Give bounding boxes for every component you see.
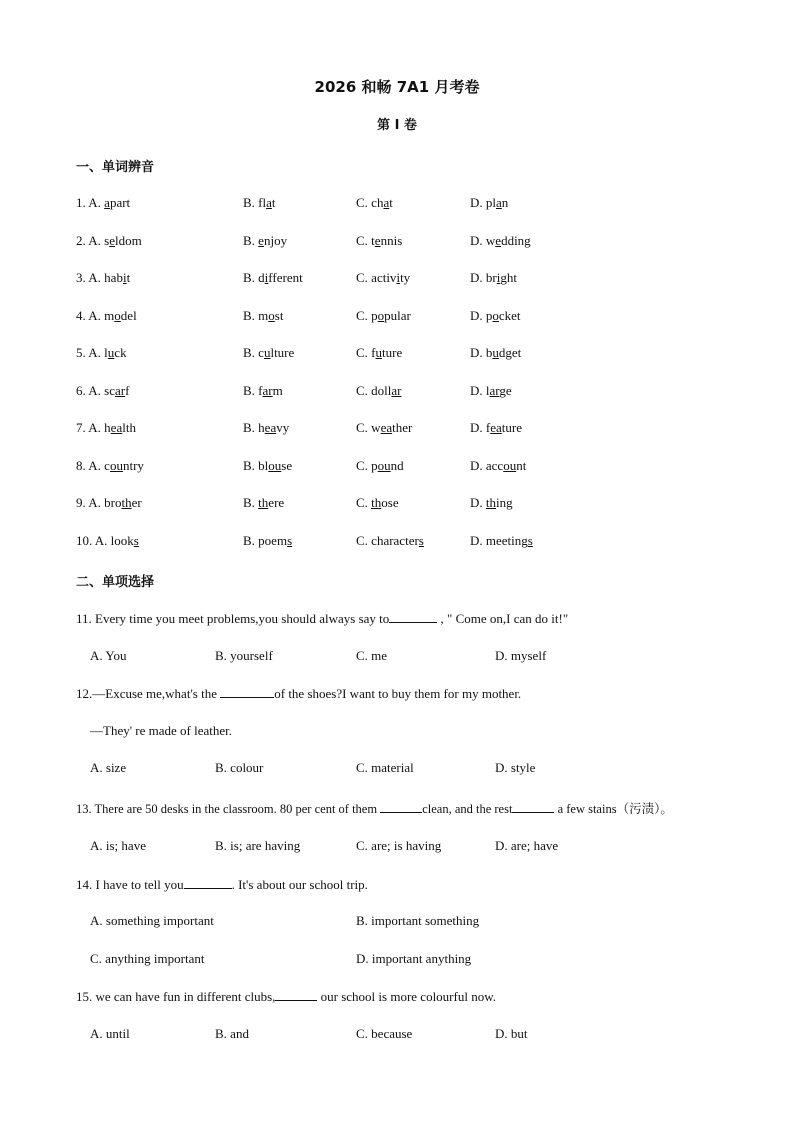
underlined-letters: th [121,495,132,510]
option-b [243,270,303,286]
word-part: er [131,495,142,510]
word-part: d [258,270,265,285]
word-part: bro [104,495,122,510]
word-part: sc [104,382,116,398]
underlined-letters: u [107,345,115,360]
word-part: meeting [485,532,528,548]
pronunciation-row [0,495,794,515]
underlined-letters: e [109,232,116,248]
pronunciation-row [0,533,794,553]
option-d [470,533,533,549]
question-number: 8. A. [76,457,101,473]
underlined-letters: ar [262,382,273,398]
option-d: D. myself [495,648,547,663]
word-part: ch [371,195,384,210]
underlined-letters: a [496,195,502,210]
word-part: lture [270,345,295,360]
option-b: B. colour [215,760,264,775]
underlined-letters: a [266,195,272,210]
question-12 [76,685,521,702]
option-c [356,495,399,511]
word-part: m [272,382,283,398]
option-b: B. important something [356,913,480,928]
question-number: 10. A. [76,532,108,548]
option-d [470,458,526,474]
word-part: dget [498,345,522,360]
option-b [243,345,294,361]
underlined-letters: e [495,232,502,248]
word-part: nd [390,457,404,473]
word-part: f [125,382,130,398]
question-text: 15. we can have fun in different clubs, [76,989,276,1004]
pronunciation-row [0,195,794,215]
word-part: br [485,270,497,285]
underlined-letters: ea [264,420,277,435]
options-row-14b [0,951,794,971]
answer-blank [220,685,274,698]
pronunciation-row [0,233,794,253]
option-letter: B. [243,457,255,473]
word-part: njoy [263,232,288,248]
underlined-letters: u [492,345,499,360]
question-text: 14. I have to tell you [76,877,184,892]
option-c: C. me [356,648,388,663]
question-text: , " Come on,I can do it!" [437,611,569,626]
option-c: C. material [356,760,414,775]
option-d: D. but [495,1026,528,1041]
word-part: f [485,420,491,435]
underlined-letters: th [485,495,497,510]
word-part: l [104,345,108,360]
answer-blank [389,610,437,623]
word-part: fl [258,195,267,210]
word-part: dding [501,232,531,248]
word-part: activ [371,270,397,285]
word-part: ing [496,495,513,510]
question-text: 13. There are 50 desks in the classroom. 80 per cent of them [76,802,381,816]
options-row-12 [0,760,794,780]
option-a [76,270,130,286]
word-part: p [371,307,378,323]
answer-blank [184,876,232,889]
underlined-letters: s [418,532,424,548]
underlined-letters: s [287,532,293,548]
option-b: B. yourself [215,648,273,663]
question-text: . It's about our school trip. [231,877,368,892]
option-letter: D. [470,307,483,323]
option-a: A. is; have [90,838,146,853]
question-text: 11. Every time you meet problems,you should always say to [76,611,390,626]
options-row-13 [0,838,794,858]
option-c [356,233,402,249]
option-a: A. something important [90,913,214,928]
underlined-letters: u [375,345,383,360]
word-part: p [485,307,493,323]
option-letter: D. [470,345,483,360]
underlined-letters: ea [380,420,393,435]
underlined-letters: a [104,195,110,210]
underlined-letters: ou [268,457,282,473]
option-letter: C. [356,307,368,323]
underlined-letters: ou [109,457,123,473]
option-c [356,533,424,549]
option-b [243,458,292,474]
option-a [76,458,144,474]
word-part: ck [114,345,127,360]
underlined-letters: ar [115,382,126,398]
word-part: ose [381,495,399,510]
option-d [470,383,512,399]
option-b [243,233,287,249]
options-row-11 [0,648,794,668]
option-c: C. because [356,1026,413,1041]
word-part: t [271,195,276,210]
pronunciation-row [0,420,794,440]
word-part: h [258,420,265,435]
word-part: character [371,532,419,548]
underlined-letters: ea [110,420,123,435]
option-a [76,195,130,211]
option-letter: C. [356,495,368,510]
question-text: of the shoes?I want to buy them for my mother. [274,686,522,701]
option-d [470,308,521,324]
option-a [76,495,142,511]
option-letter: B. [243,195,255,210]
option-d [470,345,521,361]
option-c [356,270,410,286]
option-a [76,308,137,324]
option-c [356,458,404,474]
underlined-letters: ar [489,382,500,398]
section-heading-pronunciation: 一、单词辨音 [76,160,155,175]
word-part: w [371,420,381,435]
answer-blank [512,800,554,813]
options-row-14a [0,913,794,933]
word-part: n [501,195,509,210]
underlined-letters: ou [503,457,517,473]
word-part: ture [382,345,403,360]
underlined-letters: th [258,495,269,510]
question-12-reply: —They' re made of leather. [90,723,233,738]
option-letter: C. [356,532,368,548]
option-a [76,420,136,436]
option-letter: C. [356,345,368,360]
word-part: h [104,420,111,435]
option-a [76,345,127,361]
underlined-letters: a [383,195,390,210]
option-letter: B. [243,232,255,248]
option-letter: D. [470,195,483,210]
question-number: 6. A. [76,382,101,398]
option-d [470,495,513,511]
question-11 [76,610,568,627]
question-number: 3. A. [76,270,101,285]
word-part: ere [268,495,285,510]
question-number: 7. A. [76,420,101,435]
word-part: nnis [380,232,403,248]
option-letter: B. [243,495,255,510]
word-part: ntry [122,457,144,473]
option-b [243,383,283,399]
option-c: C. are; is having [356,838,442,853]
option-a: A. size [90,760,127,775]
question-14 [76,876,368,893]
option-d: D. are; have [495,838,559,853]
option-letter: C. [356,232,368,248]
word-part: lth [122,420,136,435]
option-letter: B. [243,532,255,548]
option-letter: D. [470,457,483,473]
underlined-letters: ea [490,420,502,435]
pronunciation-row [0,308,794,328]
word-part: m [104,307,115,323]
word-part: cket [498,307,521,323]
word-part: fferent [268,270,303,285]
pronunciation-row [0,383,794,403]
option-letter: C. [356,270,368,285]
option-b [243,195,276,211]
word-part: hab [104,270,123,285]
word-part: ty [400,270,411,285]
option-c [356,420,412,436]
option-d [470,270,517,286]
answer-blank [275,988,317,1001]
word-part: f [258,382,263,398]
underlined-letters: o [377,307,385,323]
question-text: our school is more colourful now. [317,989,496,1004]
option-d [470,420,522,436]
option-a [76,383,129,399]
option-b [243,533,292,549]
question-number: 5. A. [76,345,101,360]
option-letter: C. [356,420,368,435]
question-text: 12.—Excuse me,what's the [76,686,221,701]
underlined-letters: i [122,270,127,285]
word-part: part [109,195,131,210]
option-a: A. until [90,1026,130,1041]
pronunciation-row [0,458,794,478]
word-part: c [258,345,264,360]
word-part: del [120,307,137,323]
underlined-letters: i [264,270,269,285]
option-letter: D. [470,420,483,435]
word-part: t [126,270,131,285]
word-part: pl [485,195,497,210]
option-b: B. and [215,1026,249,1041]
pronunciation-row [0,345,794,365]
underlined-letters: i [496,270,501,285]
word-part: nt [516,457,527,473]
option-c [356,383,402,399]
word-part: vy [276,420,290,435]
exam-title: 2026 和畅 7A1 月考卷 [314,78,480,96]
question-number: 9. A. [76,495,101,510]
word-part: ther [392,420,413,435]
word-part: t [371,232,375,248]
option-letter: D. [470,532,483,548]
option-d [470,233,531,249]
word-part: se [281,457,293,473]
word-part: ge [499,382,512,398]
word-part: f [371,345,376,360]
question-13 [76,799,673,817]
word-part: p [371,457,378,473]
word-part: st [274,307,284,323]
question-text: clean, and the rest [422,802,513,816]
option-letter: D. [470,270,483,285]
option-letter: D. [470,232,483,248]
word-part: poem [258,532,288,548]
option-letter: C. [356,195,368,210]
options-row-15 [0,1026,794,1046]
underlined-letters: o [114,307,121,323]
underlined-letters: s [133,532,139,548]
option-letter: C. [356,382,368,398]
option-a [76,533,139,549]
underlined-letters: e [374,232,381,248]
word-part: ldom [115,232,142,248]
option-b [243,495,284,511]
underlined-letters: ar [391,382,402,398]
option-letter: B. [243,307,255,323]
word-part: look [110,532,134,548]
section-heading-single-choice: 二、单项选择 [76,575,155,590]
underlined-letters: i [396,270,401,285]
word-part: ght [500,270,517,285]
option-letter: D. [470,382,483,398]
question-number: 2. A. [76,232,101,248]
option-a [76,233,142,249]
option-letter: B. [243,270,255,285]
word-part: b [485,345,493,360]
pronunciation-row [0,270,794,290]
word-part: l [485,382,490,398]
underlined-letters: th [371,495,382,510]
option-c [356,345,402,361]
underlined-letters: o [268,307,275,323]
option-c [356,308,411,324]
word-part: s [104,232,110,248]
underlined-letters: ou [377,457,391,473]
question-number: 1. A. [76,195,101,210]
exam-subtitle: 第 I 卷 [377,118,417,133]
option-letter: B. [243,345,255,360]
option-letter: C. [356,457,368,473]
answer-blank [380,800,422,813]
underlined-letters: e [258,232,264,248]
word-part: bl [258,457,269,473]
option-d: D. style [495,760,536,775]
option-b [243,308,283,324]
underlined-letters: s [527,532,533,548]
option-d: D. important anything [356,951,472,966]
option-c [356,195,393,211]
word-part: m [258,307,269,323]
option-a: A. You [90,648,127,663]
word-part: doll [371,382,392,398]
option-letter: B. [243,382,255,398]
word-part: c [104,457,110,473]
question-15 [76,988,496,1005]
option-letter: B. [243,420,255,435]
option-b: B. is; are having [215,838,301,853]
option-letter: D. [470,495,483,510]
option-b [243,420,289,436]
option-d [470,195,508,211]
word-part: ture [501,420,522,435]
word-part: t [389,195,393,210]
underlined-letters: o [492,307,499,323]
word-part: w [485,232,496,248]
question-text: a few stains（污渍）。 [554,802,673,816]
underlined-letters: u [263,345,271,360]
word-part: acc [485,457,504,473]
word-part: pular [384,307,411,323]
question-number: 4. A. [76,307,101,323]
option-c: C. anything important [90,951,205,966]
